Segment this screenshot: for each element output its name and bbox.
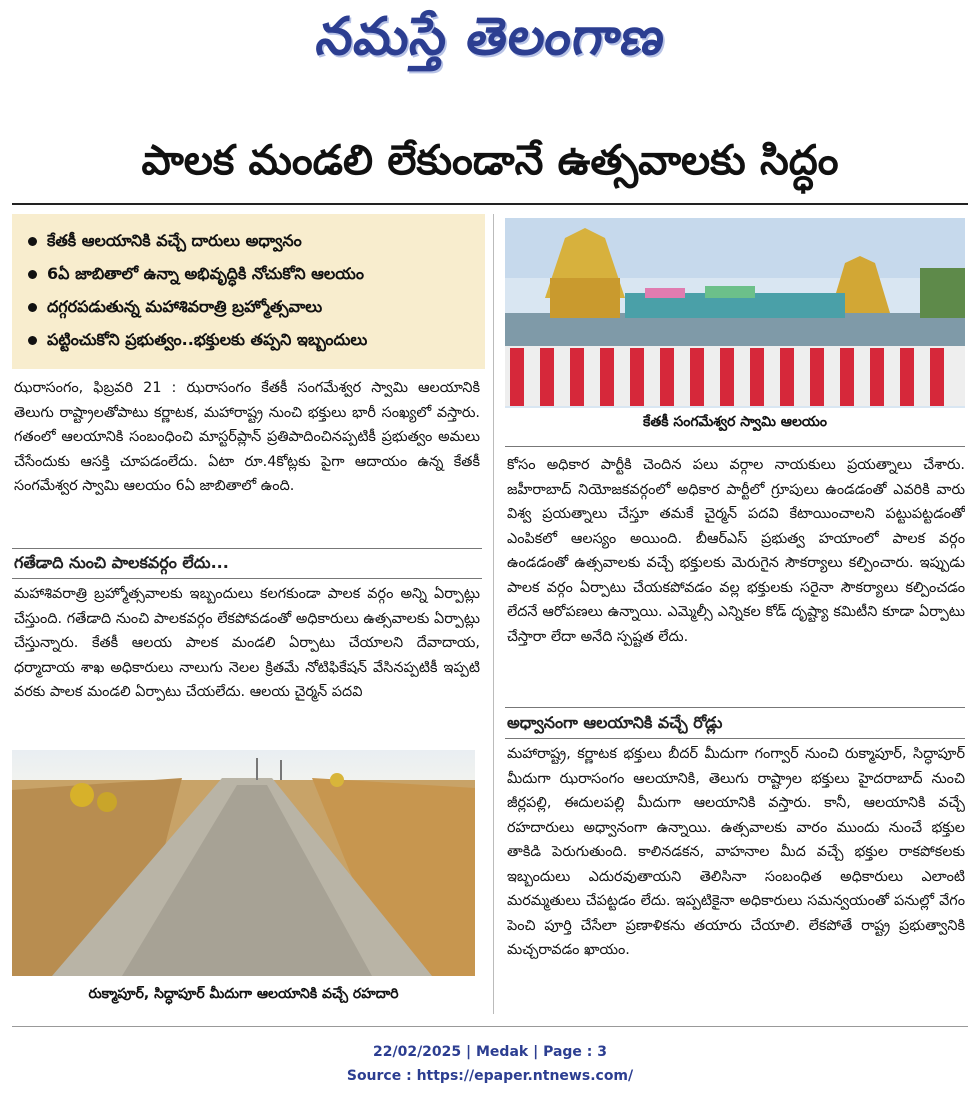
page-bottom-divider	[12, 1026, 968, 1027]
highlight-item: 6ఏ జాబితాలో ఉన్నా అభివృద్ధికి నోచుకోని ఆలయం	[28, 257, 477, 290]
highlights-box	[12, 214, 485, 369]
subheading-no-committee: గతేడాది నుంచి పాలకవర్గం లేదు...	[14, 553, 229, 572]
highlight-item: దగ్గరపడుతున్న మహాశివరాత్రి బ్రహ్మోత్సవాలు	[28, 290, 477, 323]
road-photo	[12, 750, 475, 976]
chairman-paragraph: కోసం అధికార పార్టీకి చెందిన పలు వర్గాల నాయకులు ప్రయత్నాలు చేశారు. జహీరాబాద్ నియోజకవర్గంలో అధికార పార్టీలో గ్రూపులు ఉండడంతో ఎవరికి వారు విశ్వ ప్రయత్నాలు చేస్తూ తమకే చైర్మన్ పదవి కేటాయించాలని పట్టుపట్టడంతో ఎంపికలో ఆలస్యం అయింది. బీఆర్ఎస్ ప్రభుత్వ హయాంలో పాలక వర్గం ఉండడంతో ఉత్సవాలకు వచ్చే భక్తులకు మెరుగైన సౌకర్యాలు కల్పించారు. ఇప్పుడు పాలక వర్గం ఏర్పాటు చేయకపోవడం వల్ల భక్తులకు సరైనా సౌకర్యాలు కల్పించడం లేదనే ఆరోపణలు ఉన్నాయి. ఎమ్మెల్సీ ఎన్నికల కోడ్ దృష్ట్యా కమిటీని కూడా ఏర్పాటు చేస్తారా లేదా అనేది స్పష్టత లేదు.	[507, 457, 965, 645]
highlight-item: కేతకీ ఆలయానికి వచ్చే దారులు అధ్వానం	[28, 224, 477, 257]
section-divider	[505, 446, 965, 447]
committee-paragraph: మహాశివరాత్రి బ్రహ్మోత్సవాలకు ఇబ్బందులు కలగకుండా పాలక వర్గం అన్ని ఏర్పాట్లు చేస్తుంది. గతేడాది నుంచి పాలకవర్గం లేకపోవడంతో అధికారులు ఉత్సవాలకు ఏర్పాట్లు చేస్తున్నారు. కేతకీ ఆలయ పాలక మండలి ఏర్పాటు చేయాలని దేవాదాయ, ధర్మాదాయ శాఖ అధికారులు నాలుగు నెలల క్రితమే నోటిఫికేషన్ వేసినప్పటికీ ఇప్పటి వరకు పాలక మండలి ఏర్పాటు చేయలేదు. ఆలయ చైర్మన్ పదవి	[14, 586, 480, 700]
subheading-roads: అధ్వానంగా ఆలయానికి వచ్చే రోడ్లు	[507, 713, 723, 732]
bullet-icon	[28, 270, 37, 279]
bullet-icon	[28, 237, 37, 246]
temple-image	[505, 218, 965, 408]
section-divider	[12, 548, 482, 549]
road-photo-caption: రుక్మాపూర్, సిద్ధాపూర్ మీదుగా ఆలయానికి వచ్చే రహదారి	[88, 986, 399, 1002]
article-headline: పాలక మండలి లేకుండానే ఉత్సవాలకు సిద్ధం	[141, 136, 839, 184]
highlight-item: పట్టించుకోని ప్రభుత్వం..భక్తులకు తప్పని ఇబ్బందులు	[28, 323, 477, 356]
roads-paragraph: మహారాష్ట్ర, కర్ణాటక భక్తులు బీదర్ మీదుగా గంగ్వార్ నుంచి రుక్మాపూర్, సిద్ధాపూర్ మీదుగా ఝరాసంగం ఆలయానికి, తెలుగు రాష్ట్రాల భక్తులు హైదరాబాద్ నుంచి జీర్లపల్లి, ఈదులపల్లి మీదుగా ఆలయానికి వస్తారు. కానీ, ఆలయానికి వచ్చే రహదారులు అధ్వానంగా ఉన్నాయి. ఉత్సవాలకు వారం ముందు నుంచే భక్తుల తాకిడి పెరుగుతుంది. కాలినడకన, వాహనాల మీద వచ్చే భక్తుల రాకపోకలకు ఇబ్బందులు ఎదురవుతాయని తెలిసినా సంబంధిత అధికారులు ఎలాంటి మరమ్మతులు చేపట్టడం లేదు. ఇప్పటికైనా అధికారులు సమన్వయంతో పనుల్లో వేగం పెంచి పూర్తి చేసేలా ప్రణాళికను తయారు చేయాలి. లేకపోతే రాష్ట్ర ప్రభుత్వానికి మచ్చరావడం ఖాయం.	[507, 746, 965, 958]
headline-divider	[12, 203, 968, 205]
bullet-icon	[28, 336, 37, 345]
lead-paragraph: ఝరాసంగం, ఫిబ్రవరి 21 : ఝరాసంగం కేతకీ సంగమేశ్వర స్వామి ఆలయానికి తెలుగు రాష్ట్రాలతోపాటు కర్ణాటక, మహారాష్ట్ర నుంచి భక్తులు భారీ సంఖ్యలో వస్తారు. గతంలో ఆలయానికి సంబంధించి మాస్టర్‌ప్లాన్ ప్రతిపాదించినప్పటికీ ప్రభుత్వం అమలు చేసేందుకు ఆసక్తి చూపడంలేదు. ఏటా రూ.4కోట్లకు పైగా ఆదాయం ఉన్న కేతకీ సంగమేశ్వర స్వామి ఆలయం 6ఏ జాబితాలో ఉంది.	[14, 380, 480, 494]
temple-photo	[505, 218, 965, 408]
road-image	[12, 750, 475, 976]
temple-photo-caption: కేతకీ సంగమేశ్వర స్వామి ఆలయం	[643, 414, 827, 430]
footer-source: Source : https://epaper.ntnews.com/	[346, 1068, 634, 1084]
bullet-icon	[28, 303, 37, 312]
section-divider	[12, 578, 482, 579]
column-divider	[493, 214, 494, 1014]
section-divider	[505, 738, 965, 739]
footer-date-page: 22/02/2025 | Medak | Page : 3	[372, 1044, 608, 1060]
masthead	[0, 0, 980, 80]
newspaper-logo: నమస్తే తెలంగాణ	[312, 6, 670, 67]
section-divider	[505, 707, 965, 708]
